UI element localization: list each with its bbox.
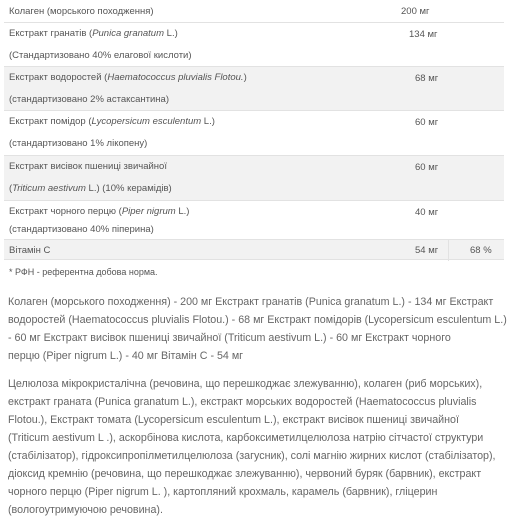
ingredients-line: діоксид кремнію (речовина, що перешкоджає злежуванню), червоний буряк (барвник), екстракт [8, 468, 482, 480]
ingredient-amount: 60 мг [415, 117, 439, 128]
ingredient-amount: 134 мг [409, 29, 438, 40]
ingredients-line: (Triticum aestivum L .), аскорбінова кислота, карбоксиметилцелюлоза натрію сітчастої структури [8, 432, 484, 444]
ingredient-amount: 60 мг [415, 162, 439, 173]
ingredients-paragraph [8, 375, 504, 519]
ingredient-name: Екстракт чорного перцю (Piper nigrum L.) [9, 206, 190, 217]
ingredient-note: (Triticum aestivum L.) (10% керамідів) [9, 183, 172, 194]
ingredient-name: Екстракт помідор (Lycopersicum esculentum L.) [9, 116, 215, 127]
summary-line: - 60 мг Екстракт висівок пшениці звичайної (Triticum aestivum L.) - 60 мг Екстракт чорного [8, 332, 451, 344]
table-row [4, 201, 504, 240]
ingredients-line: Целюлоза мікрокристалічна (речовина, що перешкоджає злежуванню), колаген (риб морських), [8, 378, 483, 390]
ingredient-name: Екстракт висівок пшениці звичайної [9, 161, 167, 172]
table-row [4, 0, 504, 23]
table-row [4, 156, 504, 201]
summary-line: Колаген (морського походження) - 200 мг Екстракт гранатів (Punica granatum L.) - 134 мг Екстракт [8, 296, 494, 308]
ingredients-line: (вологоутримуючою речовина). [8, 504, 163, 516]
ingredient-note: (стандартизовано 40% піперина) [9, 224, 154, 235]
summary-paragraph [8, 293, 507, 365]
table-row [4, 111, 504, 156]
ingredients-line: (стабілізатор), гідроксипропілметилцелюлоза (загусник), солі магнію жирних кислот (стабілізатор), [8, 450, 496, 462]
summary-line: перцю (Piper nigrum L.) - 40 мг Вітамін С - 54 мг [8, 350, 244, 362]
ingredient-note: (стандартизовано 1% лікопену) [9, 138, 148, 149]
ingredient-amount: 68 мг [415, 73, 439, 84]
column-divider [448, 240, 449, 261]
footnote: * РФН - референтна добова норма. [9, 267, 158, 277]
ingredient-note: (стандартизовано 2% астаксантина) [9, 94, 169, 105]
table-row [4, 23, 504, 67]
ingredient-name: Екстракт водоростей (Haematococcus pluvialis Flotou.) [9, 72, 247, 83]
ingredient-note: (Стандартизовано 40% елагової кислоти) [9, 50, 192, 61]
table-row [4, 67, 504, 111]
ingredient-amount: 200 мг [401, 6, 430, 17]
ingredients-line: екстракт граната (Punica granatum L.), екстракт морських водоростей (Haematococcus pluvialis [8, 396, 477, 408]
composition-table [4, 0, 504, 260]
summary-line: водоростей (Haematococcus pluvialis Flotou.) - 68 мг Екстракт помідорів (Lycopersicum esculentum L.) [8, 314, 507, 326]
ingredient-dv: 68 % [470, 245, 492, 256]
ingredient-name: Екстракт гранатів (Punica granatum L.) [9, 28, 178, 39]
ingredients-line: Flotou.), Екстракт томата (Lycopersicum esculentum L.), екстракт висівок пшениці звичайної [8, 414, 459, 426]
ingredient-name: Колаген (морського походження) [9, 6, 154, 17]
table-row [4, 240, 504, 260]
ingredient-name: Вітамін С [9, 245, 51, 256]
ingredient-amount: 54 мг [415, 245, 439, 256]
ingredients-line: чорного перцю (Piper nigrum L. ), картопляний крохмаль, карамель (барвник), гліцерин [8, 486, 438, 498]
ingredient-amount: 40 мг [415, 207, 439, 218]
